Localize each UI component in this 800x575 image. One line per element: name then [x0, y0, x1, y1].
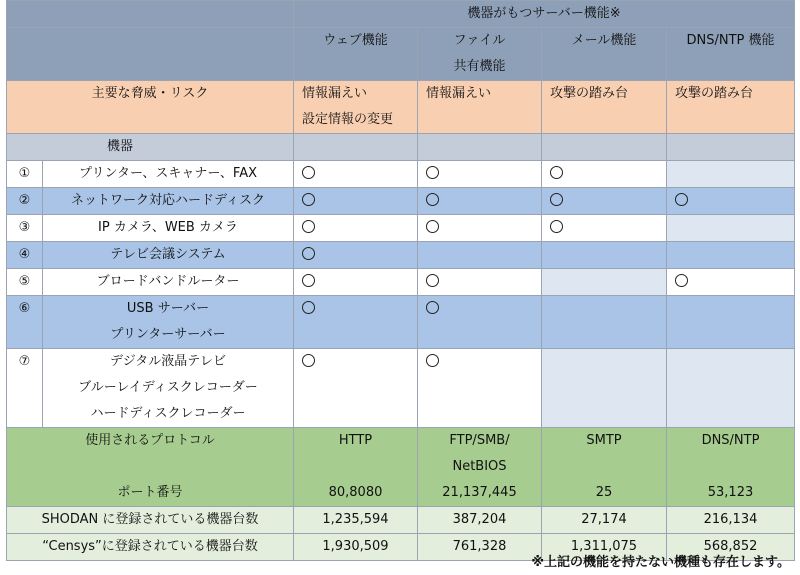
protocol-name: HTTP — [338, 433, 373, 448]
device-row — [7, 161, 795, 188]
circle-mark-icon — [550, 193, 563, 206]
circle-mark-icon — [302, 354, 315, 367]
footnote: ※上記の機能を持たない機種も存在します。 — [531, 555, 790, 570]
device-name: USB サーバー — [126, 301, 210, 316]
device-name-cell — [43, 188, 294, 215]
risk-value: 設定情報の変更 — [302, 112, 394, 127]
shodan-count-cell — [294, 507, 418, 534]
device-name-cell — [43, 215, 294, 242]
censys-count-cell — [294, 534, 418, 561]
device-row — [7, 269, 795, 296]
device-number-cell — [7, 269, 43, 296]
device-number-cell — [7, 296, 43, 349]
device-name: IP カメラ、WEB カメラ — [98, 220, 238, 235]
circle-mark-icon — [302, 301, 315, 314]
mark-cell — [294, 161, 418, 188]
device-name: プリンターサーバー — [110, 327, 226, 342]
mark-cell — [294, 296, 418, 349]
censys-count: 1,311,075 — [570, 539, 638, 554]
function-header-3 — [667, 28, 795, 81]
risk-value-0 — [294, 81, 418, 134]
circle-mark-icon — [302, 193, 315, 206]
shodan-count-cell — [418, 507, 542, 534]
censys-count: 761,328 — [452, 539, 507, 554]
shodan-row — [7, 507, 795, 534]
protocol-name: SMTP — [586, 433, 622, 448]
device-name: ブルーレイディスクレコーダー — [78, 380, 258, 395]
mark-cell — [542, 269, 667, 296]
protocol-cell — [418, 428, 542, 507]
risk-value-1 — [418, 81, 542, 134]
mark-cell — [667, 296, 795, 349]
device-number: ② — [18, 193, 31, 208]
empty-cell — [418, 134, 542, 161]
device-number: ① — [18, 166, 31, 181]
circle-mark-icon — [302, 274, 315, 287]
port-number: 53,123 — [707, 485, 754, 500]
function-header-2 — [542, 28, 667, 81]
device-name: プリンター、スキャナー、FAX — [78, 166, 257, 181]
mark-cell — [667, 215, 795, 242]
risk-value: 情報漏えい — [426, 86, 492, 101]
circle-mark-icon — [675, 274, 688, 287]
function-name: メール機能 — [571, 33, 637, 48]
header-functions-row — [7, 28, 795, 81]
port-number: 80,8080 — [328, 485, 383, 500]
device-number: ③ — [18, 220, 31, 235]
shodan-count: 27,174 — [581, 512, 627, 527]
function-name: DNS/NTP 機能 — [686, 33, 775, 48]
device-row — [7, 188, 795, 215]
device-number-cell — [7, 242, 43, 269]
censys-count: 568,852 — [703, 539, 758, 554]
risk-label: 主要な脅威・リスク — [91, 86, 209, 101]
circle-mark-icon — [302, 220, 315, 233]
shodan-label: SHODAN に登録されている機器台数 — [41, 512, 259, 527]
mark-cell — [667, 242, 795, 269]
device-row — [7, 349, 795, 428]
mark-cell — [667, 188, 795, 215]
function-name: ファイル — [453, 33, 506, 48]
device-number: ⑥ — [18, 301, 31, 316]
empty-cell — [294, 134, 418, 161]
device-name: ハードディスクレコーダー — [90, 406, 246, 421]
risk-value: 攻撃の踏み台 — [675, 86, 754, 101]
device-name-cell — [43, 242, 294, 269]
header-title-row — [7, 1, 795, 28]
function-header-0 — [294, 28, 418, 81]
mark-cell — [542, 349, 667, 428]
device-row — [7, 242, 795, 269]
protocol-label-cell — [7, 428, 294, 507]
mark-cell — [667, 269, 795, 296]
empty-cell — [542, 134, 667, 161]
risk-label-cell — [7, 81, 294, 134]
circle-mark-icon — [426, 220, 439, 233]
mark-cell — [418, 296, 542, 349]
protocol-label: 使用されるプロトコル — [85, 433, 215, 448]
risk-value: 攻撃の踏み台 — [550, 86, 629, 101]
mark-cell — [542, 215, 667, 242]
devices-label-cell — [7, 134, 294, 161]
protocol-cell — [667, 428, 795, 507]
mark-cell — [294, 188, 418, 215]
risk-value-2 — [542, 81, 667, 134]
device-number-cell — [7, 215, 43, 242]
device-name: ネットワーク対応ハードディスク — [71, 193, 265, 208]
mark-cell — [294, 215, 418, 242]
censys-count-cell — [418, 534, 542, 561]
mark-cell — [542, 161, 667, 188]
device-number: ④ — [18, 247, 31, 262]
mark-cell — [667, 349, 795, 428]
censys-label: “Censys”に登録されている機器台数 — [42, 539, 258, 554]
mark-cell — [418, 188, 542, 215]
shodan-count: 216,134 — [703, 512, 758, 527]
censys-count: 1,930,509 — [322, 539, 389, 554]
mark-cell — [418, 349, 542, 428]
circle-mark-icon — [302, 166, 315, 179]
function-name: 共有機能 — [453, 59, 506, 74]
mark-cell — [418, 161, 542, 188]
device-name-cell — [43, 161, 294, 188]
device-number: ⑦ — [18, 354, 31, 369]
protocol-name: FTP/SMB/ — [449, 433, 510, 448]
mark-cell — [667, 161, 795, 188]
circle-mark-icon — [426, 166, 439, 179]
devices-label: 機器 — [107, 139, 134, 154]
risk-row — [7, 81, 795, 134]
mark-cell — [418, 269, 542, 296]
device-number-cell — [7, 188, 43, 215]
device-name-cell — [43, 269, 294, 296]
device-name: テレビ会議システム — [110, 247, 226, 262]
circle-mark-icon — [426, 301, 439, 314]
empty-cell — [667, 134, 795, 161]
circle-mark-icon — [426, 354, 439, 367]
protocol-row — [7, 428, 795, 507]
corner-cell — [7, 28, 294, 81]
circle-mark-icon — [550, 220, 563, 233]
censys-label-cell — [7, 534, 294, 561]
corner-cell — [7, 1, 294, 28]
shodan-count: 1,235,594 — [322, 512, 389, 527]
device-row — [7, 215, 795, 242]
device-name-cell — [43, 349, 294, 428]
mark-cell — [418, 242, 542, 269]
mark-cell — [294, 269, 418, 296]
risk-value: 情報漏えい — [302, 86, 368, 101]
circle-mark-icon — [675, 193, 688, 206]
device-name-cell — [43, 296, 294, 349]
port-number: 25 — [595, 485, 613, 500]
device-name: ブロードバンドルーター — [96, 274, 240, 289]
mark-cell — [542, 242, 667, 269]
circle-mark-icon — [426, 274, 439, 287]
port-label: ポート番号 — [117, 485, 183, 500]
protocol-name: DNS/NTP — [701, 433, 760, 448]
shodan-count-cell — [542, 507, 667, 534]
risk-value-3 — [667, 81, 795, 134]
server-functions-title — [294, 1, 795, 28]
device-row — [7, 296, 795, 349]
circle-mark-icon — [302, 247, 315, 260]
mark-cell — [542, 188, 667, 215]
mark-cell — [294, 242, 418, 269]
port-number: 21,137,445 — [442, 485, 517, 500]
mark-cell — [294, 349, 418, 428]
circle-mark-icon — [426, 193, 439, 206]
function-name: ウェブ機能 — [323, 33, 388, 48]
shodan-label-cell — [7, 507, 294, 534]
mark-cell — [542, 296, 667, 349]
server-functions-title-text: 機器がもつサーバー機能※ — [467, 6, 621, 21]
device-name: デジタル液晶テレビ — [110, 354, 226, 369]
shodan-count-cell — [667, 507, 795, 534]
function-header-1 — [418, 28, 542, 81]
mark-cell — [418, 215, 542, 242]
protocol-cell — [542, 428, 667, 507]
device-number-cell — [7, 349, 43, 428]
shodan-count: 387,204 — [452, 512, 507, 527]
device-number: ⑤ — [18, 274, 31, 289]
protocol-name: NetBIOS — [452, 459, 507, 474]
server-function-table — [6, 0, 795, 561]
protocol-cell — [294, 428, 418, 507]
devices-label-row — [7, 134, 795, 161]
device-number-cell — [7, 161, 43, 188]
circle-mark-icon — [550, 166, 563, 179]
